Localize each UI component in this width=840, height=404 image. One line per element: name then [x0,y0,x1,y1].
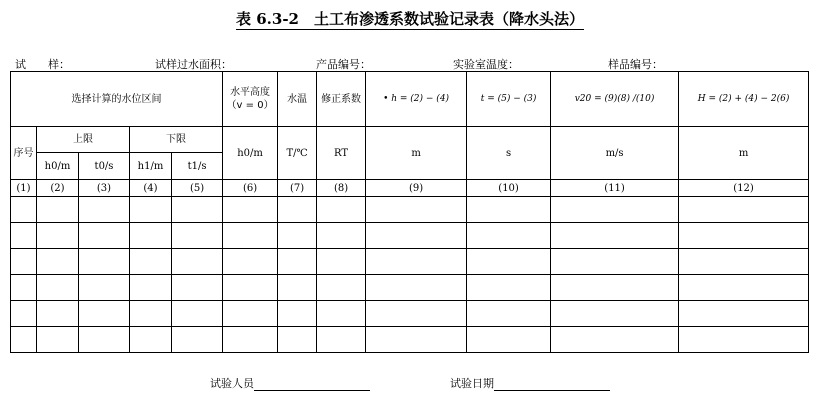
table-row [11,249,809,275]
formula-h-cell: • h = (2) − (4) [366,72,467,127]
table-cell [172,275,223,301]
table-cell [679,275,809,301]
table-cell [11,249,37,275]
upper-cell: 上限 [37,127,130,153]
header-row-2 [11,127,809,153]
table-cell [278,301,317,327]
date-label: 试验日期 [450,377,494,390]
table-cell [130,197,172,223]
h0-cell: h0/m [37,153,79,180]
unit-s-cell: s [467,127,551,180]
table-cell [366,249,467,275]
table-cell [278,197,317,223]
tester-label: 试验人员 [210,377,254,390]
formula-t-cell: t = (5) − (3) [467,72,551,127]
tester-line [254,379,370,391]
table-cell [317,249,366,275]
seq-cell: 序号 [11,127,37,180]
table-cell [130,223,172,249]
table-cell [467,197,551,223]
formula-H-cell: H = (2) + (4) − 2(6) [679,72,809,127]
table-cell [79,301,130,327]
table-cell [366,223,467,249]
table-cell [278,327,317,353]
table-cell [366,275,467,301]
table-row [11,327,809,353]
header-row-1 [11,72,809,127]
table-cell [679,197,809,223]
table-cell [223,301,278,327]
table-cell [130,327,172,353]
table-cell [679,327,809,353]
col-number: (3) [79,180,130,197]
col-number-row [11,180,809,197]
h0m-cell: h0/m [223,127,278,180]
table-cell [278,275,317,301]
table-cell [37,327,79,353]
empty-rows [11,197,809,353]
col-number: (2) [37,180,79,197]
water-temp-cell: 水温 [278,72,317,127]
table-cell [278,249,317,275]
formula-v-cell: v20 = (9)(8) /(10) [551,72,679,127]
unit-ms-cell: m/s [551,127,679,180]
table-cell [317,301,366,327]
table-cell [223,275,278,301]
table-cell [317,275,366,301]
col-number: (12) [679,180,809,197]
table-cell [278,223,317,249]
table-cell [11,223,37,249]
table-cell [79,327,130,353]
table-cell [172,327,223,353]
table-cell [37,223,79,249]
tc-cell: T/℃ [278,127,317,180]
h1-cell: h1/m [130,153,172,180]
table-cell [11,301,37,327]
table-cell [37,275,79,301]
table-row [11,275,809,301]
correction-cell: 修正系数 [317,72,366,127]
table-cell [366,327,467,353]
record-table [10,71,809,353]
table-cell [11,327,37,353]
table-cell [172,301,223,327]
table-cell [223,223,278,249]
table-cell [467,327,551,353]
meta-area: 试样过水面积： [155,58,232,71]
date-line [494,379,610,391]
table-cell [467,301,551,327]
table-cell [79,223,130,249]
table-row [11,197,809,223]
table-cell [551,301,679,327]
table-cell [37,249,79,275]
table-cell [172,197,223,223]
t0-cell: t0/s [79,153,130,180]
table-title [0,8,820,29]
table-row [11,301,809,327]
table-cell [679,301,809,327]
table-cell [79,197,130,223]
col-number: (10) [467,180,551,197]
lower-cell: 下限 [130,127,223,153]
col-number: (6) [223,180,278,197]
table-cell [317,197,366,223]
table-cell [551,223,679,249]
table-cell [130,301,172,327]
table-cell [130,249,172,275]
col-number: (7) [278,180,317,197]
col-number: (4) [130,180,172,197]
table-cell [551,327,679,353]
table-cell [172,249,223,275]
table-cell [317,327,366,353]
footer-date [450,375,610,391]
table-cell [467,249,551,275]
range-title-cell: 选择计算的水位区间 [11,72,223,127]
unit-m-cell: m [366,127,467,180]
unit-m2-cell: m [679,127,809,180]
table-cell [679,223,809,249]
meta-lab-temp: 实验室温度： [453,58,519,71]
table-cell [223,327,278,353]
table-cell [551,275,679,301]
table-cell [130,275,172,301]
col-number: (1) [11,180,37,197]
col-number: (8) [317,180,366,197]
table-cell [37,197,79,223]
footer-tester [210,375,370,391]
meta-sample: 试 样： [15,58,70,71]
table-cell [366,197,467,223]
table-cell [79,275,130,301]
table-cell [467,275,551,301]
table-cell [551,249,679,275]
table-cell [551,197,679,223]
table-cell [11,197,37,223]
table-cell [317,223,366,249]
table-title-text: 表 6.3-2 土工布渗透系数试验记录表（降水头法） [236,10,584,28]
col-number: (5) [172,180,223,197]
meta-product-no: 产品编号： [316,58,371,71]
table-cell [223,249,278,275]
table-cell [11,275,37,301]
table-cell [467,223,551,249]
table-cell [172,223,223,249]
table-cell [79,249,130,275]
rt-cell: RT [317,127,366,180]
col-number: (9) [366,180,467,197]
t1-cell: t1/s [172,153,223,180]
table-cell [679,249,809,275]
table-cell [366,301,467,327]
table-row [11,223,809,249]
meta-sample-no: 样品编号： [608,58,663,71]
table-cell [37,301,79,327]
level-height-cell: 水平高度（v = 0） [223,72,278,127]
table-cell [223,197,278,223]
col-number: (11) [551,180,679,197]
